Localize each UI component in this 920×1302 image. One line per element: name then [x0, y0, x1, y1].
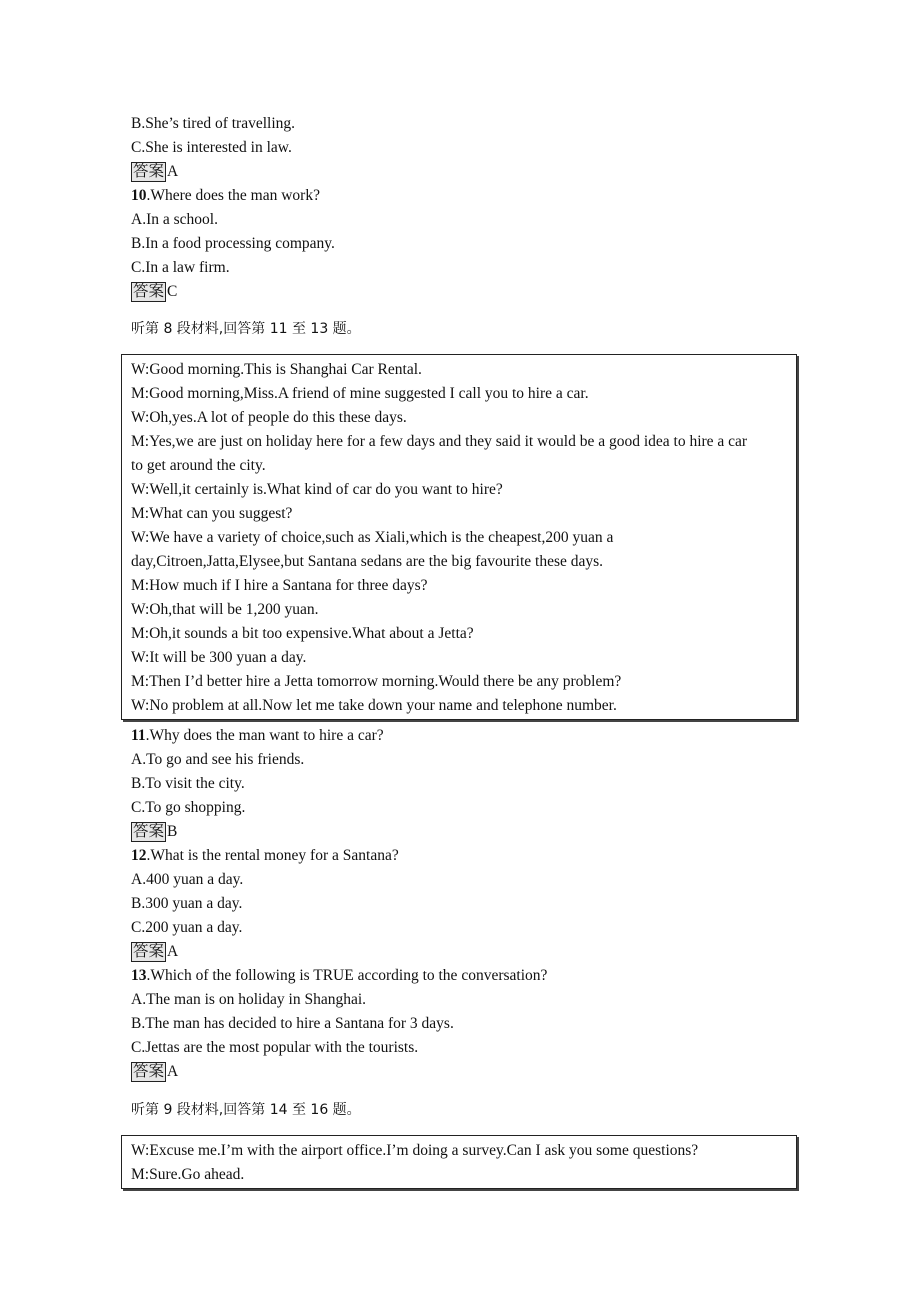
q12-option-c: C.200 yuan a day. [131, 919, 243, 936]
q12-option-b: B.300 yuan a day. [131, 895, 243, 912]
dialog-line: M:What can you suggest? [131, 505, 293, 522]
q11-stem [131, 726, 384, 746]
answer-value: A [167, 163, 179, 180]
q13-option-a: A.The man is on holiday in Shanghai. [131, 991, 367, 1008]
dialog-line: W:Good morning.This is Shanghai Car Rental. [131, 361, 422, 378]
q13-stem [131, 966, 547, 986]
dialog-line: W:It will be 300 yuan a day. [131, 649, 307, 666]
question-text: .What is the rental money for a Santana? [146, 847, 399, 864]
section-9-heading: 听第 9 段材料,回答第 14 至 16 题。 [131, 1102, 361, 1118]
q10-option-a: A.In a school. [131, 211, 218, 228]
dialog-9-box [121, 1135, 797, 1189]
answer-value: A [167, 943, 179, 960]
q12-option-a: A.400 yuan a day. [131, 871, 244, 888]
dialog-line: M:Good morning,Miss.A friend of mine suggested I call you to hire a car. [131, 385, 589, 402]
q9-option-c: C.She is interested in law. [131, 139, 292, 156]
q11-option-b: B.To visit the city. [131, 775, 245, 792]
question-number: 11 [131, 727, 146, 744]
q10-answer [131, 282, 177, 302]
q12-stem [131, 846, 399, 866]
q12-answer [131, 942, 178, 962]
q11-option-c: C.To go shopping. [131, 799, 246, 816]
dialog-line: M:Oh,it sounds a bit too expensive.What about a Jetta? [131, 625, 474, 642]
dialog-line: W:Oh,yes.A lot of people do this these days. [131, 409, 407, 426]
q10-stem [131, 186, 320, 206]
dialog-line: W:Oh,that will be 1,200 yuan. [131, 601, 319, 618]
q13-answer [131, 1062, 178, 1082]
dialog-line: M:Then I’d better hire a Jetta tomorrow morning.Would there be any problem? [131, 673, 622, 690]
dialog-line: M:Sure.Go ahead. [131, 1166, 245, 1183]
q11-option-a: A.To go and see his friends. [131, 751, 305, 768]
answer-label: 答案 [133, 283, 165, 300]
q11-answer [131, 822, 177, 842]
answer-value: B [167, 823, 178, 840]
dialog-line: W:No problem at all.Now let me take down your name and telephone number. [131, 697, 617, 714]
question-text: .Why does the man want to hire a car? [145, 727, 384, 744]
answer-label: 答案 [133, 1063, 165, 1080]
dialog-line: W:Well,it certainly is.What kind of car do you want to hire? [131, 481, 503, 498]
section-8-heading: 听第 8 段材料,回答第 11 至 13 题。 [131, 321, 361, 337]
q9-answer [131, 162, 178, 182]
dialog-line: M:Yes,we are just on holiday here for a few days and they said it would be a good idea to hire a car [131, 433, 748, 450]
question-number: 10 [131, 187, 147, 204]
answer-value: A [167, 1063, 179, 1080]
answer-value: C [167, 283, 178, 300]
q13-option-b: B.The man has decided to hire a Santana for 3 days. [131, 1015, 454, 1032]
dialog-8-box [121, 354, 797, 720]
q10-option-c: C.In a law firm. [131, 259, 230, 276]
dialog-line: W:We have a variety of choice,such as Xiali,which is the cheapest,200 yuan a [131, 529, 614, 546]
dialog-line: to get around the city. [131, 457, 266, 474]
dialog-line: W:Excuse me.I’m with the airport office.I’m doing a survey.Can I ask you some questions? [131, 1142, 699, 1159]
q13-option-c: C.Jettas are the most popular with the tourists. [131, 1039, 419, 1056]
q9-option-b: B.She’s tired of travelling. [131, 115, 296, 132]
question-text: .Where does the man work? [146, 187, 320, 204]
answer-label: 答案 [133, 823, 165, 840]
question-number: 13 [131, 967, 147, 984]
question-number: 12 [131, 847, 147, 864]
question-text: .Which of the following is TRUE according to the conversation? [146, 967, 548, 984]
dialog-line: day,Citroen,Jatta,Elysee,but Santana sedans are the big favourite these days. [131, 553, 604, 570]
q10-option-b: B.In a food processing company. [131, 235, 335, 252]
answer-label: 答案 [133, 163, 165, 180]
answer-label: 答案 [133, 943, 165, 960]
dialog-line: M:How much if I hire a Santana for three days? [131, 577, 428, 594]
